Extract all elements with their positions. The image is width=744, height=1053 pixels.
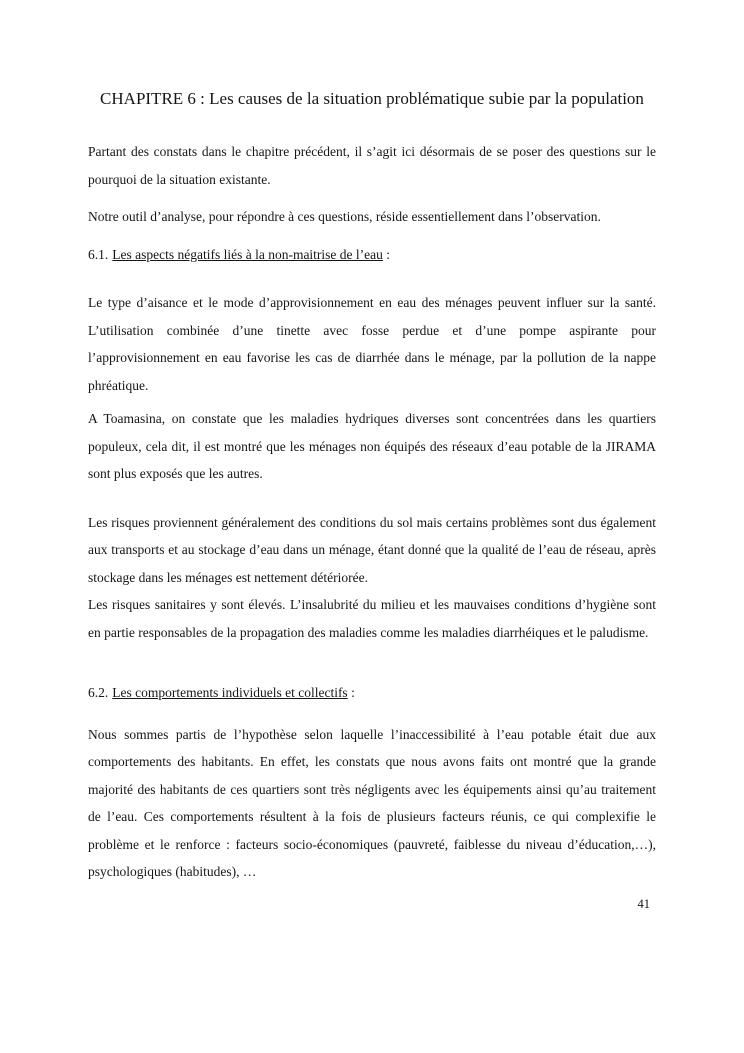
section1-paragraph-4: Les risques sanitaires y sont élevés. L’insalubrité du milieu et les mauvaises conditions d’hygiène sont en partie responsables de la propagation des maladies comme les maladies diarrhéiques et le paludisme. bbox=[88, 597, 656, 640]
intro-paragraph-2: Notre outil d’analyse, pour répondre à ces questions, réside essentiellement dans l’observation. bbox=[88, 209, 601, 224]
section1-paragraph-3: Les risques proviennent généralement des conditions du sol mais certains problèmes sont dus également aux transports et au stockage d’eau dans un ménage, étant donné que la qualité de l’eau de réseau, après stockage dans les ménages est nettement détériorée. bbox=[88, 514, 656, 585]
section-heading-6-1 bbox=[88, 241, 656, 269]
section2-paragraph-1: Nous sommes partis de l’hypothèse selon laquelle l’inaccessibilité à l’eau potable était due aux comportements des habitants. En effet, les constats que nous avons faits ont montré que la grande majorité des habitants de ces quartiers sont très négligents avec les équipements ainsi qu’au traitement de l’eau. Ces comportements résultent à la fois de plusieurs facteurs réunis, ce qui complexifie le problème et le renforce : facteurs socio-économiques (pauvreté, faiblesse du niveau d’éducation,…), psychologiques (habitudes), … bbox=[88, 726, 656, 879]
section-heading-colon: : bbox=[382, 246, 391, 262]
intro-paragraph-1: Partant des constats dans le chapitre précédent, il s’agit ici désormais de se poser des questions sur le pourquoi de la situation existante. bbox=[88, 144, 656, 187]
chapter-title: CHAPITRE 6 : Les causes de la situation problématique subie par la population bbox=[100, 89, 644, 108]
section-heading-colon: : bbox=[347, 685, 355, 700]
section-heading-6-2 bbox=[88, 679, 656, 707]
section1-paragraph-1: Le type d’aisance et le mode d’approvisionnement en eau des ménages peuvent influer sur la santé. L’utilisation combinée d’une tinette avec fosse perdue et d’une pompe aspirante pour l’approvisionnement en eau favorise les cas de diarrhée dans le ménage, par la pollution de la nappe phréatique. bbox=[88, 295, 656, 393]
section-number: 6.2. bbox=[88, 685, 109, 700]
page-number: 41 bbox=[637, 896, 650, 911]
section-heading-text: Les aspects négatifs liés à la non-maitrise de l’eau bbox=[112, 246, 383, 262]
section1-paragraph-2: A Toamasina, on constate que les maladies hydriques diverses sont concentrées dans les quartiers populeux, cela dit, il est montré que les ménages non équipés des réseaux d’eau potable de la JIRAMA sont plus exposés que les autres. bbox=[88, 411, 656, 481]
section-heading-text: Les comportements individuels et collectifs bbox=[112, 685, 348, 700]
section-number: 6.1. bbox=[88, 246, 109, 262]
